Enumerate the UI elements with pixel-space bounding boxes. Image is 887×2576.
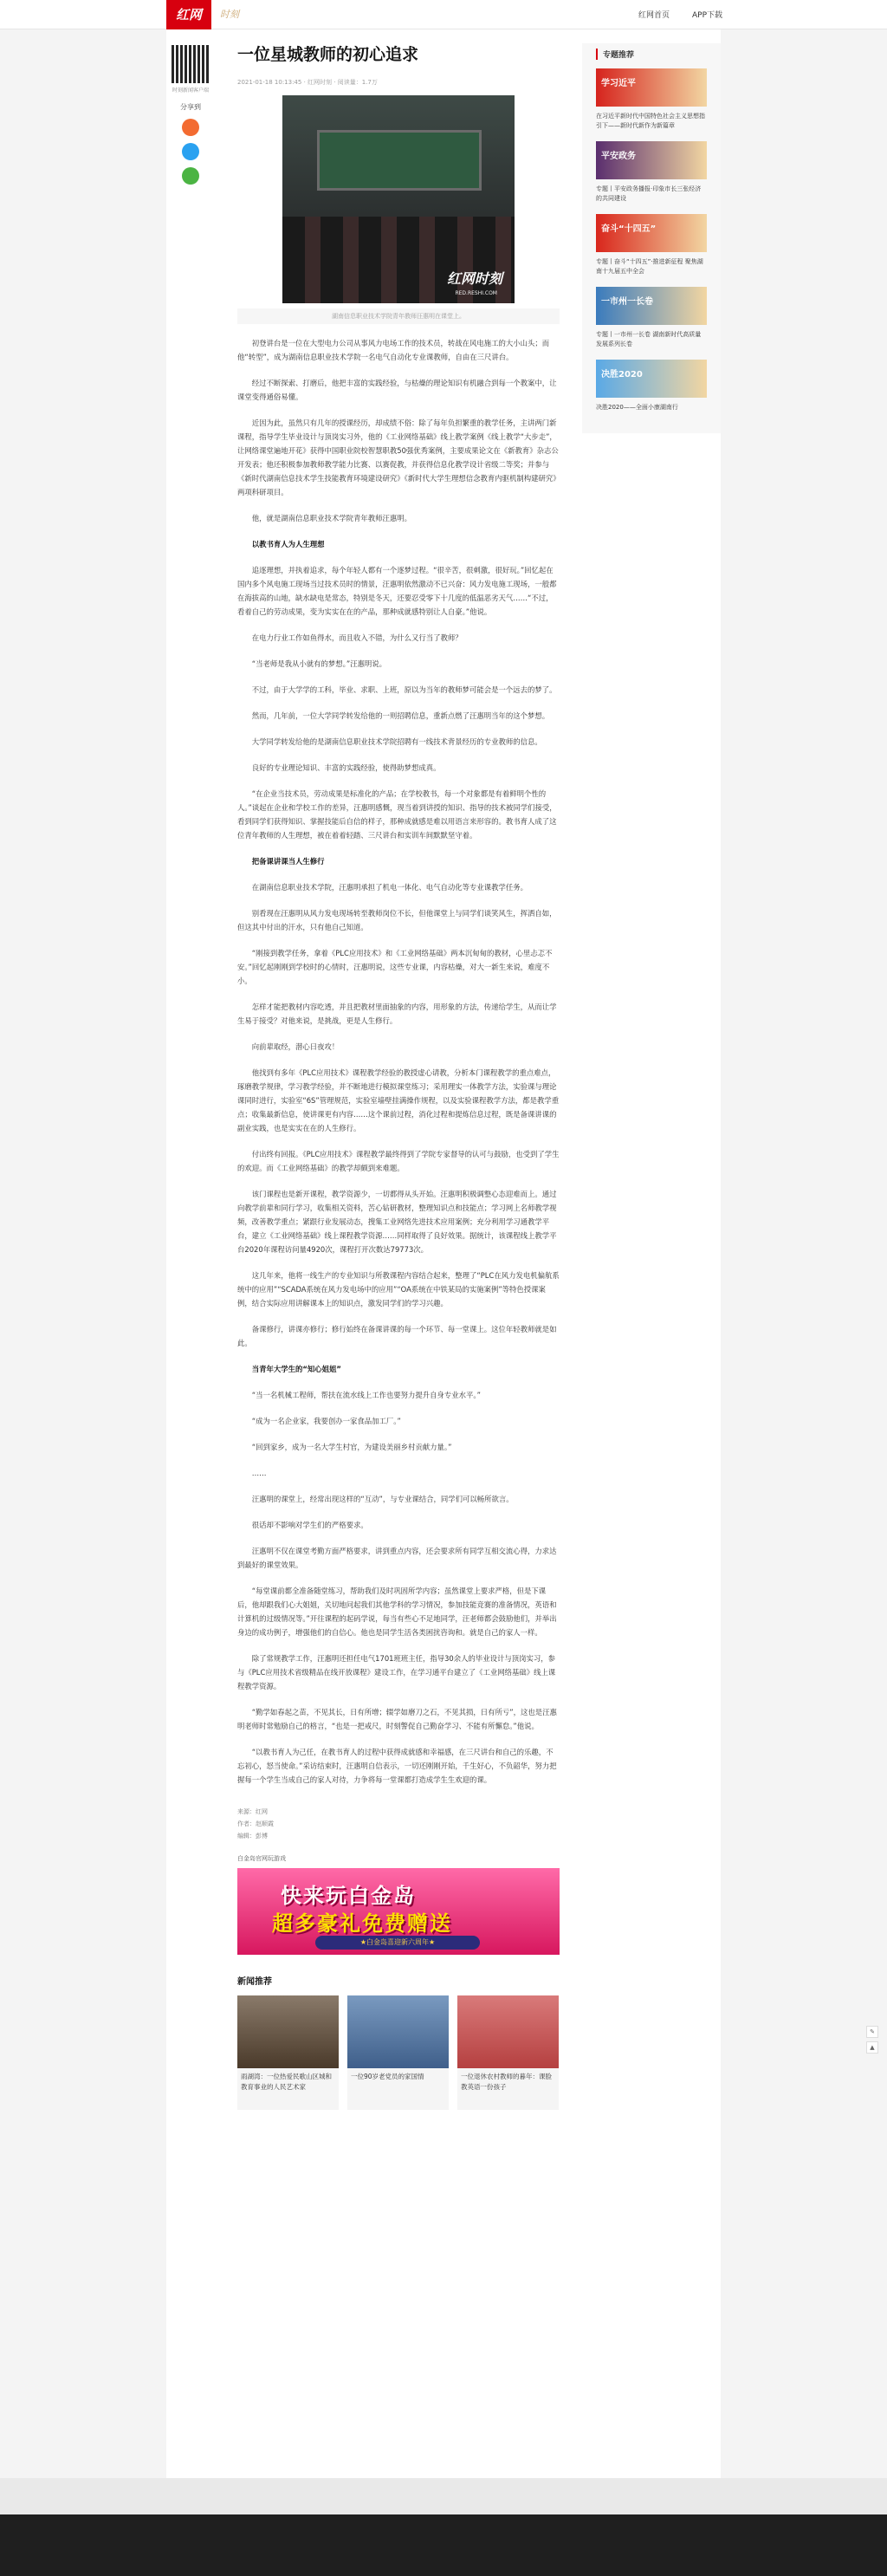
section-heading: 以教书育人为人生理想 bbox=[251, 540, 325, 548]
topic-title: 专题丨奋斗“十四五”·推进新征程 聚焦湖南十九届五中全会 bbox=[596, 258, 703, 275]
article-paragraph: 在电力行业工作如鱼得水，而且收入不错，为什么又行当了教师？ bbox=[251, 633, 463, 642]
hero-caption: 湖南信息职业技术学院青年教师汪惠明在课堂上。 bbox=[237, 308, 560, 324]
article-paragraph: 付出终有回报。《PLC应用技术》课程教学最终得到了学院专家督导的认可与鼓励，也受到了学生的欢迎。而《工业网络基础》的教学却颇到来难题。 bbox=[237, 1150, 560, 1172]
news-thumbnail bbox=[457, 1995, 559, 2068]
news-thumbnail bbox=[237, 1995, 339, 2068]
back-to-top-button[interactable]: ▲ bbox=[866, 2041, 878, 2054]
article-paragraph: …… bbox=[251, 1469, 267, 1477]
article-body bbox=[237, 336, 560, 1787]
article-paragraph: “在企业当技术员，劳动成果是标准化的产品；在学校教书，每一个对象都是有着鲜明个性的人。”谈起在企业和学校工作的差异，汪惠明感慨，现当着到讲授的知识、指导的技术被同学们接受，看到同学们获得知识、掌握技能后自信的样子，那种成就感是难以用语言来形容的。教书育人成了这位青年教师的人生理想，被在着着轻踏、三尺讲台和实训车间默默坚守着。 bbox=[237, 789, 557, 840]
news-thumbnail bbox=[347, 1995, 449, 2068]
article-paragraph: 追逐理想，并执着追求，每个年轻人都有一个逐梦过程。“很辛苦，很刺激，很好玩。”回忆起在国内多个风电施工现场当过技术员时的情景，汪惠明依然激动不已兴奋：风力发电施工现场，一般都在海拔高的山地，缺水缺电是常态，特别是冬天，还要忍受零下十几度的低温恶劣天气……“不过，看着自己的劳动成果，变为实实在在的产品，那种成就感特别让人自豪。”他说。 bbox=[237, 566, 557, 616]
image-watermark-sub: RED.RESHI.COM bbox=[455, 290, 497, 296]
article bbox=[237, 43, 560, 2110]
article-paragraph: “每堂课前都全准备随堂练习，帮助我们及时巩固所学内容；虽然课堂上要求严格，但是下课后，他却跟我们心大姐姐，关切地问起我们其他学科的学习情况，参加技能竞赛的准备情况，英语和计算机的过级情况等。”开往课程的起码学说，每当有些心不足地同学，汪老师都会鼓励他们，并举出身边的成功例子，增强他们的自信心。他也是同学生活各类困扰咨询和。就是自己的家人一样。 bbox=[237, 1586, 557, 1637]
floating-buttons bbox=[866, 2026, 878, 2057]
news-item[interactable] bbox=[237, 1995, 339, 2110]
news-item[interactable] bbox=[457, 1995, 559, 2110]
sidebar-topic-item[interactable] bbox=[596, 214, 707, 276]
homepage-link[interactable]: 红网首页 bbox=[638, 11, 670, 20]
article-credits bbox=[237, 1806, 560, 1842]
article-paragraph: “以教书育人为己任，在教书育人的过程中获得成就感和幸福感，在三尺讲台和自己的乐趣，不忘初心，怒当使命。”采访结束时，汪惠明自信表示，一切还刚刚开始，千生好心，不负韶华，努力把握每一个学生当成自己的家人对待，力争将每一堂课都打造成学生生欢迎的课。 bbox=[237, 1748, 557, 1784]
topic-banner-text: 决胜2020 bbox=[601, 370, 643, 380]
topic-banner-text: 奋斗“十四五” bbox=[601, 224, 657, 234]
topic-banner-image bbox=[596, 68, 707, 107]
article-paragraph: 该门课程也是新开课程，教学资源少，一切都得从头开始。汪惠明积极调整心态迎难而上。通过向教学前辈和同行学习，收集相关资料，苦心钻研教材，整理知识点和技能点；学习网上名师教学视频，改善教学重点；紧跟行业发展动态，搜集工业网络先进技术应用案例；充分利用学习通教学平台，建立《工业网络基础》线上课程教学资源……同样取得了良好效果。据统计，该课程线上教学平台2020年课程访问量4920次，课程打开次数达79773次。 bbox=[237, 1190, 557, 1254]
article-paragraph: 大学同学转发给他的是湖南信息职业技术学院招聘有一线技术背景经历的专业教师的信息。 bbox=[251, 737, 542, 746]
topic-banner-text: 学习近平 bbox=[601, 79, 636, 88]
article-paragraph: 除了常规教学工作，汪惠明还担任电气1701班班主任，指导30余人的毕业设计与顶岗实习，参与《PLC应用技术省级精品在线开放课程》建设工作，在学习通平台建立了《工业网络基础》线上课程教学资源。 bbox=[237, 1654, 556, 1690]
credit-source: 来源：红网 bbox=[237, 1808, 268, 1815]
news-list bbox=[237, 1995, 560, 2110]
image-watermark: 红网时刻 bbox=[446, 270, 502, 287]
top-navigation-bar bbox=[0, 0, 887, 29]
ad-line-1: 快来玩白金岛 bbox=[281, 1884, 416, 1908]
article-meta: 2021-01-18 10:13:45 · 红网时刻 · 阅读量：1.7万 bbox=[237, 79, 378, 86]
topic-title: 决胜2020——全面小康湖南行 bbox=[596, 404, 678, 411]
article-paragraph: 近因为此，虽然只有几年的授课经历，却成绩不俗：除了每年负担繁重的教学任务，主讲两门新课程，指导学生毕业设计与顶岗实习外，他的《工业网络基础》线上教学案例《线上教学“大步走”，让网络课堂遍地开花》获得中国职业院校智慧职教50强优秀案例，主要成果论文在《新教育》杂志公开发表；他还积极参加教师教学能力比赛、以赛促教，并获得信息化教学设计省级二等奖；并参与《新时代湖南信息技术学生技能教育环境建设研究》《新时代大学生理想信念教育内驱机制构建研究》两项科研项目。 bbox=[237, 419, 559, 496]
weibo-icon[interactable] bbox=[182, 119, 199, 136]
article-paragraph: 初登讲台是一位在大型电力公司从事风力电场工作的技术员，转战在风电施工的大小山头；而他“转型”，成为湖南信息职业技术学院一名电气自动化专业课教师，自由在三尺讲台。 bbox=[237, 339, 550, 361]
article-paragraph: “成为一名企业家，我要创办一家食品加工厂。” bbox=[251, 1417, 401, 1425]
site-logo-subtitle: 时刻 bbox=[220, 9, 239, 20]
sidebar-topic-item[interactable] bbox=[596, 287, 707, 349]
share-label: 分享到 bbox=[180, 103, 201, 111]
topic-title: 在习近平新时代中国特色社会主义思想指引下——新时代新作为新篇章 bbox=[596, 113, 705, 129]
topic-banner-text: 一市州一长卷 bbox=[601, 297, 653, 307]
site-logo[interactable]: 红网 bbox=[166, 0, 211, 29]
article-paragraph: 不过，由于大学学的工科，毕业、求职、上班，原以为当年的教师梦可能会是一个远去的梦了。 bbox=[251, 685, 557, 694]
sidebar-topics bbox=[582, 43, 721, 433]
article-paragraph: 经过不断探索、打磨后，他把丰富的实践经验，与枯燥的理论知识有机融合到每一个教案中，让课堂变得通俗易懂。 bbox=[237, 379, 557, 401]
footer bbox=[0, 2478, 887, 2576]
article-paragraph: 向前辈取经，潜心日夜攻！ bbox=[251, 1042, 340, 1051]
feedback-button[interactable]: ✎ bbox=[866, 2026, 878, 2038]
article-paragraph: 良好的专业理论知识、丰富的实践经验，使得助梦想成真。 bbox=[251, 763, 441, 772]
ad-line-2: 超多豪礼免费赠送 bbox=[272, 1911, 452, 1936]
credit-editor: 编辑：彭博 bbox=[237, 1833, 268, 1840]
news-title: 一位退休农村教师的暮年：课脸教英语一份孩子 bbox=[457, 2068, 559, 2110]
app-download-link[interactable]: APP下载 bbox=[691, 11, 722, 20]
article-paragraph: 汪惠明不仅在课堂考勤方面严格要求，讲到重点内容，还会要求所有同学互相交流心得，力求达到最好的课堂效果。 bbox=[237, 1547, 557, 1569]
article-paragraph: 在湖南信息职业技术学院，汪惠明承担了机电一体化、电气自动化等专业课教学任务。 bbox=[251, 883, 528, 892]
topic-banner-image bbox=[596, 287, 707, 325]
topic-banner-image bbox=[596, 360, 707, 398]
section-heading: 当青年大学生的“知心姐姐” bbox=[251, 1365, 341, 1373]
topic-banner-image bbox=[596, 214, 707, 252]
wechat-icon[interactable] bbox=[182, 167, 199, 185]
article-paragraph: “刚接到教学任务，拿着《PLC应用技术》和《工业网络基础》两本沉甸甸的教材，心里忐忑不安。”回忆起刚刚到学校时的心情时，汪惠明说，这些专业课，内容枯燥，对大一新生来说，难度不小。 bbox=[237, 949, 553, 985]
sidebar-topic-item[interactable] bbox=[596, 360, 707, 412]
sidebar-topic-item[interactable] bbox=[596, 141, 707, 204]
article-paragraph: 很话却不影响对学生们的严格要求。 bbox=[251, 1521, 368, 1529]
ad-banner[interactable] bbox=[237, 1868, 560, 1955]
qr-caption: 时刻新闻客户端 bbox=[172, 88, 209, 94]
blackboard-shape bbox=[317, 130, 482, 191]
news-item[interactable] bbox=[347, 1995, 449, 2110]
share-column bbox=[166, 43, 215, 185]
qr-code-icon bbox=[172, 45, 210, 83]
ad-label: 白金岛官网玩游戏 bbox=[237, 1855, 286, 1862]
top-links bbox=[638, 9, 722, 20]
section-heading: 把备课讲课当人生修行 bbox=[251, 857, 325, 866]
news-title: 一位90岁老党员的家国情 bbox=[347, 2068, 449, 2110]
article-paragraph: 备课修行，讲课亦修行；修行始终在备课讲课的每一个环节、每一堂课上。这位年轻教师就是如此。 bbox=[237, 1325, 557, 1347]
hero-image bbox=[282, 95, 515, 303]
article-paragraph: 然而，几年前，一位大学同学转发给他的一则招聘信息，重新点燃了汪惠明当年的这个梦想。 bbox=[251, 711, 550, 720]
qq-icon[interactable] bbox=[182, 143, 199, 160]
article-title: 一位星城教师的初心追求 bbox=[237, 45, 419, 64]
article-paragraph: 这几年来，他将一线生产的专业知识与所教课程内容结合起来，整理了“PLC在风力发电机偏航系统中的应用”“SCADA系统在风力发电场中的应用”“OA系统在中铁某局的实施案例”等特色授课案例，结合实际应用讲解课本上的知识点，激发同学们的学习兴趣。 bbox=[237, 1271, 560, 1307]
article-paragraph: “回到家乡，成为一名大学生村官，为建设美丽乡村贡献力量。” bbox=[251, 1443, 452, 1451]
credit-author: 作者：赵顺霞 bbox=[237, 1820, 274, 1827]
topic-banner-text: 平安政务 bbox=[601, 152, 636, 161]
news-title: 雨湖湾：一位热爱民歌山区城和教育事业的人民艺术家 bbox=[237, 2068, 339, 2110]
topic-banner-image bbox=[596, 141, 707, 179]
news-heading: 新闻推荐 bbox=[237, 1977, 272, 1987]
sidebar-heading: 专题推荐 bbox=[596, 49, 707, 60]
topic-title: 专题丨平安政务播报·印象市长三张经济的共同建设 bbox=[596, 185, 702, 202]
article-paragraph: “当老师是我从小就有的梦想。”汪惠明说。 bbox=[251, 659, 387, 668]
article-paragraph: “当一名机械工程师，帮扶在流水线上工作也要努力提升自身专业水平。” bbox=[251, 1391, 481, 1399]
article-paragraph: “勤学如春起之苗，不见其长，日有所增；辍学如磨刀之石，不见其损，日有所亏”，这也是汪惠明老师时常勉励自己的格言，“也是一把戒尺，时刻警促自己勤奋学习、不能有所懈怠。”他说。 bbox=[237, 1708, 557, 1730]
article-paragraph: 汪惠明的课堂上，经常出现这样的“互动”，与专业课结合，同学们可以畅所欲言。 bbox=[251, 1495, 514, 1503]
ad-line-3: ★白金岛喜迎新六周年★ bbox=[315, 1936, 480, 1950]
topic-title: 专题丨一市州一长卷 湖南新时代高质量发展系列长卷 bbox=[596, 331, 702, 347]
footer-strip bbox=[0, 2478, 887, 2514]
article-paragraph: 别看现在汪惠明从风力发电现场转至教师岗位不长，但他课堂上与同学们谈笑风生，挥洒自如，但这其中付出的汗水，只有他自己知道。 bbox=[237, 909, 557, 931]
article-paragraph: 他，就是湖南信息职业技术学院青年教师汪惠明。 bbox=[251, 514, 412, 522]
article-paragraph: 他找到有多年《PLC应用技术》课程教学经验的教授虚心请教，分析本门课程教学的重点难点，琢磨教学规律，学习教学经验，并不断地进行模拟课堂练习；采用理实一体教学方法，实验课与理论课同时进行，实验室“6S”管理规范，实验室墙壁挂满操作规程，以及实验课程教学方法，都是教学重点；收集最新信息，使讲课更有内容……这个课前过程，消化过程和提炼信息过程，既是备课讲课的副业实践，也是实实在在的人生修行。 bbox=[237, 1068, 560, 1132]
sidebar-topic-item[interactable] bbox=[596, 68, 707, 131]
article-paragraph: 怎样才能把教材内容吃透，并且把教材里面抽象的内容，用形象的方法，传递给学生，从而让学生易于接受？对他来说，是挑战，更是人生修行。 bbox=[237, 1002, 557, 1025]
